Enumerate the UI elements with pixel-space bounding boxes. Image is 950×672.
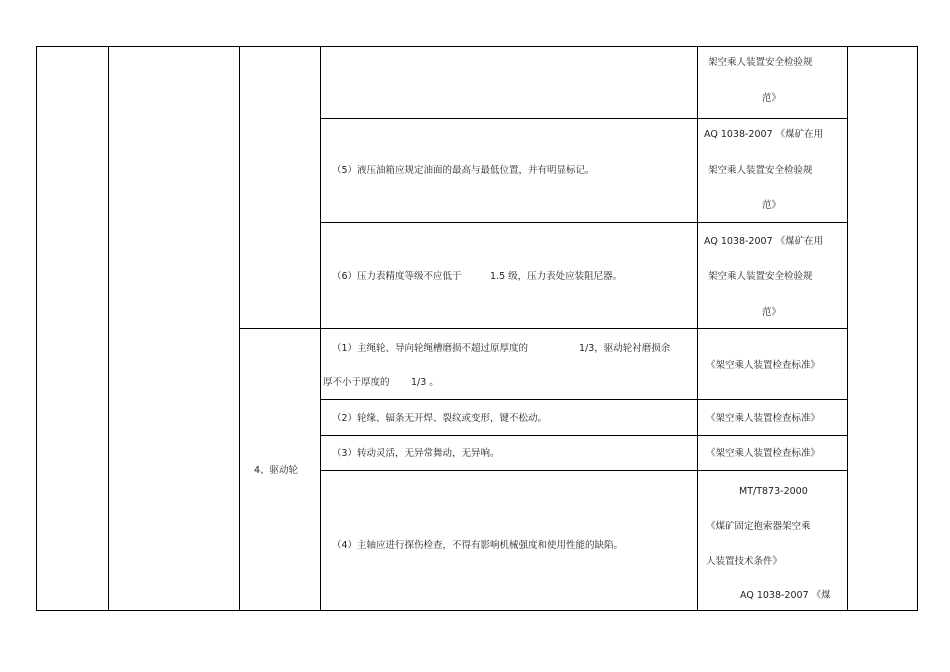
row-divider <box>320 470 848 471</box>
reference-text: MT/T873-2000 <box>739 486 808 497</box>
inspection-item-5: （5）液压油箱应规定油面的最高与最低位置，并有明显标记。 <box>332 165 595 176</box>
drive-item-1: （1）主绳轮、导向轮绳槽磨损不超过原厚度的 <box>332 343 529 354</box>
column-border-1 <box>36 46 37 611</box>
reference-text: AQ 1038-2007 《煤矿在用 <box>704 129 824 140</box>
row-divider <box>320 435 848 436</box>
reference-text: 架空乘人装置安全检验规 <box>708 165 813 176</box>
reference-text: 范》 <box>762 93 782 104</box>
table-top-border <box>36 46 918 47</box>
reference-text: 《架空乘人装置检查标准》 <box>706 413 821 424</box>
row-divider <box>320 399 848 400</box>
drive-item-4: （4）主轴应进行探伤检查，不得有影响机械强度和使用性能的缺陷。 <box>332 540 624 551</box>
reference-text: 《煤矿固定抱索器架空乘 <box>706 521 811 532</box>
reference-text: 架空乘人装置安全检验规 <box>708 271 813 282</box>
row-divider <box>239 328 848 329</box>
reference-text: 《架空乘人装置检查标准》 <box>706 360 821 371</box>
drive-item-3: （3）转动灵活，无异常舞动，无异响。 <box>332 448 500 459</box>
reference-text: 范》 <box>762 200 782 211</box>
column-border-2 <box>108 46 109 611</box>
category-label: 4、驱动轮 <box>254 465 299 476</box>
row-divider <box>320 118 848 119</box>
row-divider <box>320 222 848 223</box>
reference-text: AQ 1038-2007 《煤矿在用 <box>704 236 824 247</box>
inspection-item-6-cont: 1.5 级，压力表处应装阻尼器。 <box>490 271 623 282</box>
drive-item-2: （2）轮缘、辐条无开焊、裂纹或变形，键不松动。 <box>332 413 548 424</box>
reference-text: 《架空乘人装置检查标准》 <box>706 448 821 459</box>
reference-text: 架空乘人装置安全检验规 <box>708 57 813 68</box>
drive-item-1-line2-cont: 1/3 。 <box>411 377 439 388</box>
drive-item-1-line2: 厚不小于厚度的 <box>323 377 390 388</box>
table-bottom-border <box>36 610 918 611</box>
reference-text: 范》 <box>762 307 782 318</box>
inspection-item-6: （6）压力表精度等级不应低于 <box>332 271 462 282</box>
reference-text: 人装置技术条件》 <box>706 556 783 567</box>
drive-item-1-cont: 1/3，驱动轮衬磨损余 <box>579 343 671 354</box>
reference-text: AQ 1038-2007 《煤 <box>740 590 831 601</box>
column-border-7 <box>917 46 918 611</box>
